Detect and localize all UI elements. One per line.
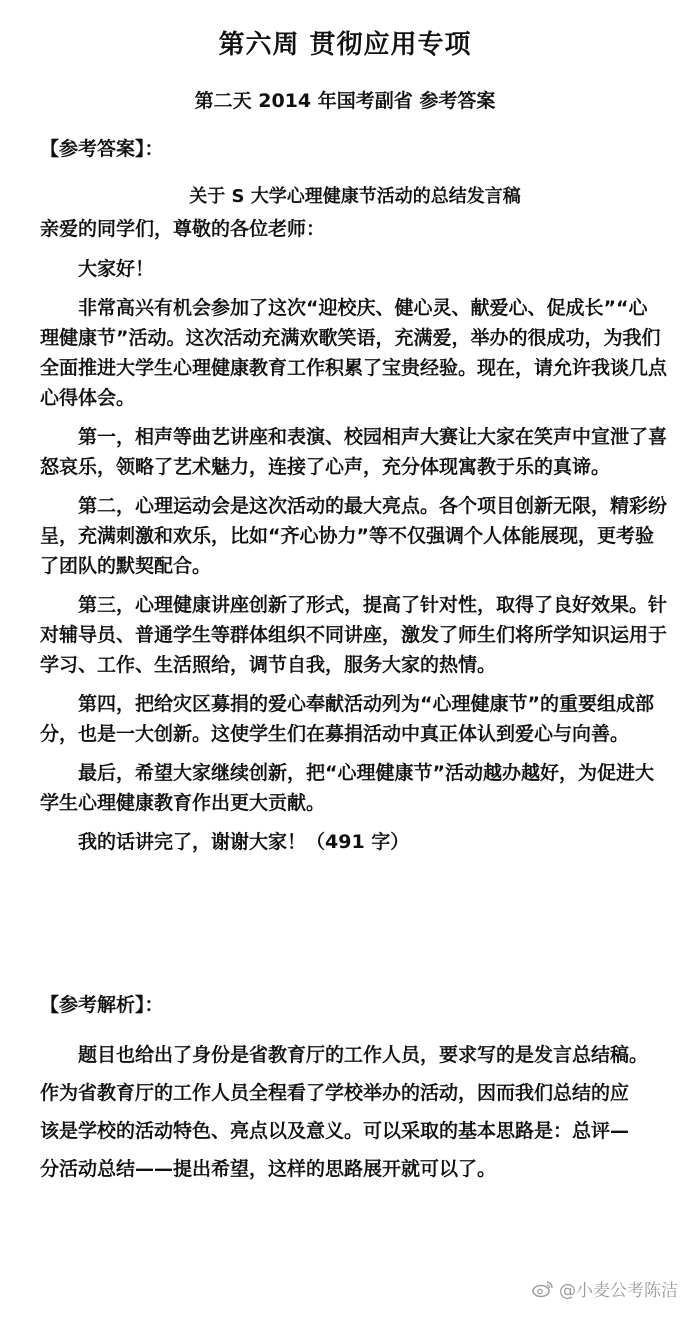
speech-title: 关于 S 大学心理健康节活动的总结发言稿 — [189, 186, 521, 207]
analysis-section-label: 【参考解析】： — [40, 994, 164, 1016]
paragraph-line: 呈，充满刺激和欢乐，比如“齐心协力”等不仅强调个人体能展现，更考验 — [40, 525, 654, 547]
analysis-line: 分活动总结——提出希望，这样的思路展开就可以了。 — [40, 1158, 497, 1180]
paragraph-line: 理健康节”活动。这次活动充满欢歌笑语，充满爱，举办的很成功，为我们 — [40, 327, 661, 349]
paragraph-line: 全面推进大学生心理健康教育工作积累了宝贵经验。现在，请允许我谈几点 — [40, 357, 668, 379]
paragraph-line: 第三，心理健康讲座创新了形式，提高了针对性，取得了良好效果。针 — [78, 594, 668, 616]
paragraph-line: 第四，把给灾区募捐的爱心奉献活动列为“心理健康节”的重要组成部 — [78, 693, 654, 715]
paragraph-line: 怒哀乐，领略了艺术魅力，连接了心声，充分体现寓教于乐的真谛。 — [40, 456, 611, 478]
page-subtitle: 第二天 2014 年国考副省 参考答案 — [194, 90, 496, 112]
analysis-line: 题目也给出了身份是省教育厅的工作人员，要求写的是发言总结稿。 — [78, 1044, 649, 1066]
paragraph-line: 第一，相声等曲艺讲座和表演、校园相声大赛让大家在笑声中宣泄了喜 — [78, 426, 668, 448]
speech-salutation: 亲爱的同学们，尊敬的各位老师： — [40, 218, 326, 240]
paragraph-line: 学习、工作、生活照给，调节自我，服务大家的热情。 — [40, 654, 497, 676]
speech-paragraph-4 — [40, 590, 668, 680]
analysis-line: 该是学校的活动特色、亮点以及意义。可以采取的基本思路是：总评— — [40, 1120, 630, 1142]
paragraph-line: 对辅导员、普通学生等群体组织不同讲座，激发了师生们将所学知识运用于 — [40, 624, 668, 646]
page-title: 第六周 贯彻应用专项 — [218, 30, 472, 60]
paragraph-line: 了团队的默契配合。 — [40, 555, 212, 577]
paragraph-line: 学生心理健康教育作出更大贡献。 — [40, 792, 326, 814]
paragraph-line: 第二，心理运动会是这次活动的最大亮点。各个项目创新无限，精彩纷 — [78, 495, 668, 517]
watermark-text: @小麦公考陈洁 — [559, 1281, 678, 1301]
analysis-line: 作为省教育厅的工作人员全程看了学校举办的活动，因而我们总结的应 — [40, 1082, 630, 1104]
speech-paragraph-1 — [40, 293, 668, 413]
speech-closing: 我的话讲完了，谢谢大家！（491 字） — [78, 831, 410, 853]
speech-paragraph-5 — [40, 689, 654, 749]
weibo-icon — [532, 1280, 554, 1298]
speech-greeting: 大家好！ — [78, 258, 155, 280]
watermark — [532, 1276, 678, 1301]
speech-paragraph-3 — [40, 491, 668, 581]
speech-body — [40, 214, 668, 857]
paragraph-line: 分，也是一大创新。这使学生们在募捐活动中真正体认到爱心与向善。 — [40, 723, 630, 745]
paragraph-line: 心得体会。 — [40, 387, 136, 409]
answer-section-label: 【参考答案】： — [40, 138, 164, 160]
paragraph-line: 最后，希望大家继续创新，把“心理健康节”活动越办越好，为促进大 — [78, 762, 654, 784]
analysis-body — [40, 1036, 662, 1188]
speech-paragraph-6 — [40, 758, 654, 818]
paragraph-line: 非常高兴有机会参加了这次“迎校庆、健心灵、献爱心、促成长”“心 — [78, 297, 648, 319]
speech-paragraph-2 — [40, 422, 668, 482]
